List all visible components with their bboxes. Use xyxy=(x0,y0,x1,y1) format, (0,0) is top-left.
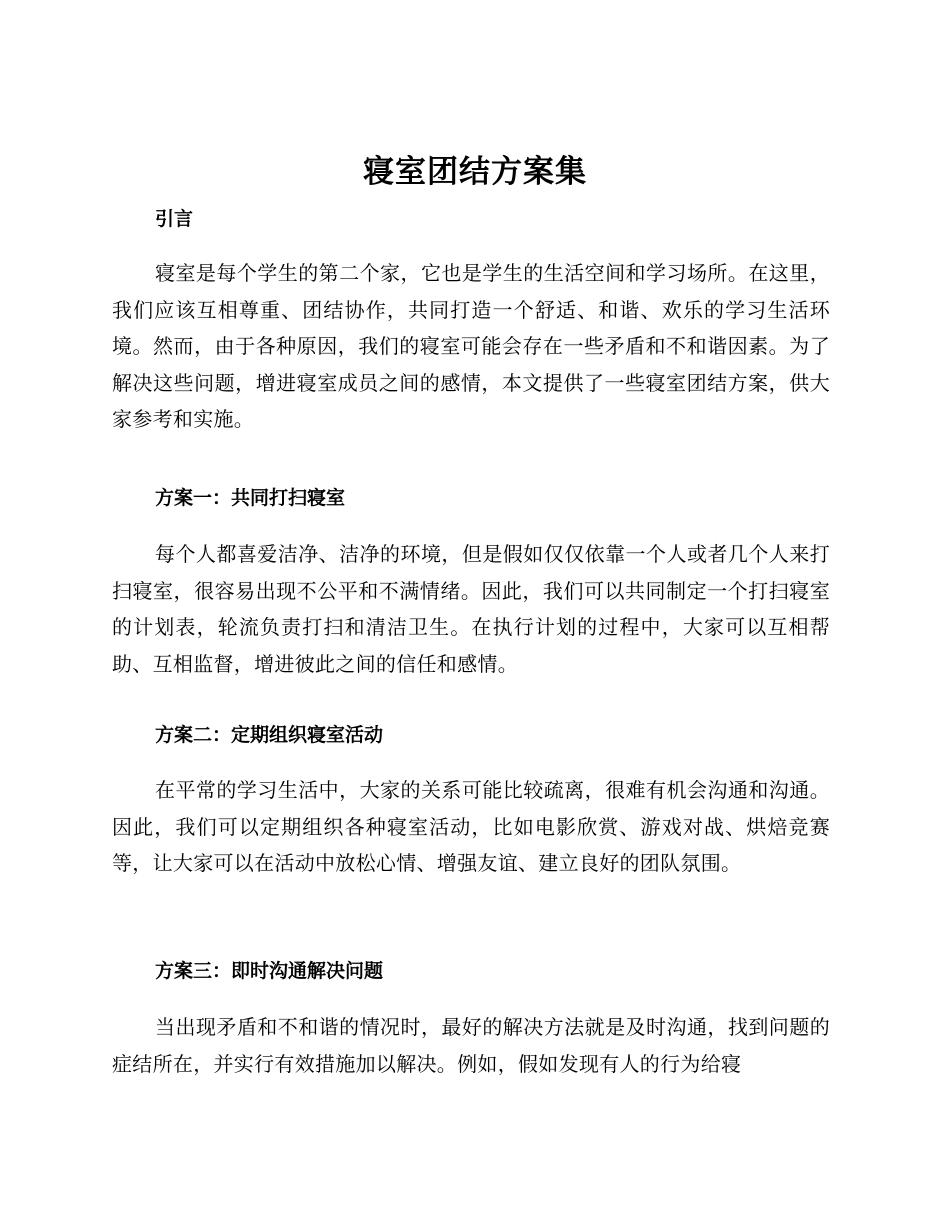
document-title: 寝室团结方案集 xyxy=(363,154,587,190)
section-paragraph-intro: 寝室是每个学生的第二个家，它也是学生的生活空间和学习场所。在这里，我们应该互相尊重、团结协作，共同打造一个舒适、和谐、欢乐的学习生活环境。然而，由于各种原因，我们的寝室可能会存在一些矛盾和不和谐因素。为了解决这些问题，增进寝室成员之间的感情，本文提供了一些寝室团结方案，供大家参考和实施。 xyxy=(112,261,830,431)
section-paragraph-plan-2: 在平常的学习生活中，大家的关系可能比较疏离，很难有机会沟通和沟通。因此，我们可以定期组织各种寝室活动，比如电影欣赏、游戏对战、烘焙竞赛等，让大家可以在活动中放松心情、增强友谊、建立良好的团队氛围。 xyxy=(112,778,830,875)
section-heading-plan-2: 方案二：定期组织寝室活动 xyxy=(155,724,384,746)
section-paragraph-plan-3: 当出现矛盾和不和谐的情况时，最好的解决方法就是及时沟通，找到问题的症结所在，并实行有效措施加以解决。例如，假如发现有人的行为给寝 xyxy=(112,1015,830,1076)
section-heading-plan-3: 方案三：即时沟通解决问题 xyxy=(155,960,384,982)
section-paragraph-plan-1: 每个人都喜爱洁净、洁净的环境，但是假如仅仅依靠一个人或者几个人来打扫寝室，很容易出现不公平和不满情绪。因此，我们可以共同制定一个打扫寝室的计划表，轮流负责打扫和清洁卫生。在执行计划的过程中，大家可以互相帮助、互相监督，增进彼此之间的信任和感情。 xyxy=(112,542,830,676)
section-heading-plan-1: 方案一：共同打扫寝室 xyxy=(155,487,346,509)
section-heading-intro: 引言 xyxy=(155,208,194,230)
